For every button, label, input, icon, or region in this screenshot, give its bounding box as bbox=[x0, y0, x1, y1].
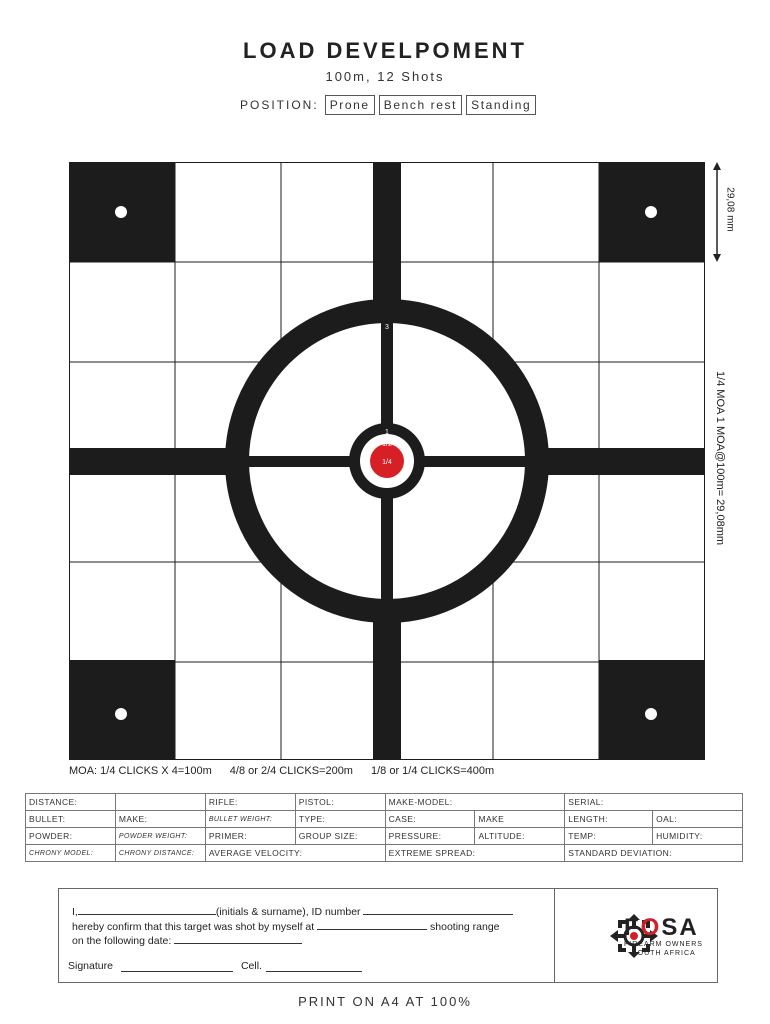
corner-dot-top-right bbox=[645, 206, 657, 218]
table-row bbox=[26, 828, 743, 845]
dimension-label-moa: 1/4 MOA 1 MOA@100m= 29,08mm bbox=[714, 370, 726, 546]
field-pistol[interactable]: PISTOL: bbox=[295, 794, 385, 811]
table-row bbox=[26, 811, 743, 828]
position-option-bench-rest[interactable]: Bench rest bbox=[379, 95, 462, 115]
name-input-line[interactable] bbox=[78, 905, 216, 915]
field-bullet-make[interactable]: MAKE: bbox=[115, 811, 205, 828]
target-graphic bbox=[69, 162, 705, 760]
position-label: POSITION: bbox=[240, 98, 319, 112]
position-selector bbox=[240, 94, 540, 116]
field-bullet-type[interactable]: TYPE: bbox=[295, 811, 385, 828]
field-distance-value[interactable] bbox=[115, 794, 205, 811]
confirmation-divider bbox=[554, 888, 555, 983]
field-serial[interactable]: SERIAL: bbox=[565, 794, 743, 811]
field-temp[interactable]: TEMP: bbox=[565, 828, 653, 845]
field-case-make[interactable]: MAKE bbox=[475, 811, 565, 828]
corner-dot-top-left bbox=[115, 206, 127, 218]
logo-subtitle-2: SOUTH AFRICA bbox=[632, 950, 696, 957]
field-chrony-model[interactable]: CHRONY MODEL: bbox=[26, 845, 116, 862]
signature-row: Signature Cell. bbox=[68, 960, 362, 972]
logo-wordmark: FOSA bbox=[624, 914, 699, 941]
field-pressure[interactable]: PRESSURE: bbox=[385, 828, 475, 845]
ring-label-quarter: 1/4 bbox=[382, 459, 392, 466]
field-standard-deviation[interactable]: STANDARD DEVIATION: bbox=[565, 845, 743, 862]
field-case[interactable]: CASE: bbox=[385, 811, 475, 828]
cell-input-line[interactable] bbox=[266, 962, 362, 972]
field-powder[interactable]: POWDER: bbox=[26, 828, 116, 845]
date-input-line[interactable] bbox=[174, 934, 302, 944]
field-primer[interactable]: PRIMER: bbox=[205, 828, 295, 845]
moa-item-100m: MOA: 1/4 CLICKS X 4=100m bbox=[69, 765, 212, 777]
field-altitude[interactable]: ALTITUDE: bbox=[475, 828, 565, 845]
signature-input-line[interactable] bbox=[121, 962, 233, 972]
field-rifle[interactable]: RIFLE: bbox=[205, 794, 295, 811]
field-bullet-weight[interactable]: BULLET WEIGHT: bbox=[205, 811, 295, 828]
id-number-input-line[interactable] bbox=[363, 905, 513, 915]
ring-label-half: 1/2 bbox=[382, 441, 392, 448]
moa-item-200m: 4/8 or 2/4 CLICKS=200m bbox=[229, 765, 353, 777]
field-length[interactable]: LENGTH: bbox=[565, 811, 653, 828]
load-data-table bbox=[25, 793, 743, 862]
moa-clicks-info bbox=[69, 765, 494, 777]
field-oal[interactable]: OAL: bbox=[653, 811, 743, 828]
confirmation-line-3: on the following date: bbox=[72, 934, 513, 949]
position-option-prone[interactable]: Prone bbox=[325, 95, 375, 115]
position-option-standing[interactable]: Standing bbox=[466, 95, 536, 115]
field-bullet[interactable]: BULLET: bbox=[26, 811, 116, 828]
print-instructions: PRINT ON A4 AT 100% bbox=[298, 994, 472, 1009]
field-make-model[interactable]: MAKE-MODEL: bbox=[385, 794, 565, 811]
shooting-range-input-line[interactable] bbox=[317, 920, 427, 930]
confirmation-line-1: I, (initials & surname), ID number bbox=[72, 905, 513, 920]
ring-label-1: 1 bbox=[385, 429, 389, 436]
field-humidity[interactable]: HUMIDITY: bbox=[653, 828, 743, 845]
ring-label-3: 3 bbox=[385, 324, 389, 331]
logo-subtitle-1: FIREARM OWNERS bbox=[624, 941, 703, 948]
corner-dot-bottom-left bbox=[115, 708, 127, 720]
corner-dot-bottom-right bbox=[645, 708, 657, 720]
field-average-velocity[interactable]: AVERAGE VELOCITY: bbox=[205, 845, 385, 862]
field-group-size[interactable]: GROUP SIZE: bbox=[295, 828, 385, 845]
table-row bbox=[26, 845, 743, 862]
shooting-target bbox=[69, 162, 705, 760]
confirmation-statement bbox=[72, 905, 513, 949]
dimension-label-square: 29,08 mm bbox=[724, 187, 736, 232]
page-title: LOAD DEVELPOMENT bbox=[243, 38, 527, 63]
table-row bbox=[26, 794, 743, 811]
page-subtitle: 100m, 12 Shots bbox=[325, 69, 445, 84]
field-extreme-spread[interactable]: EXTREME SPREAD: bbox=[385, 845, 565, 862]
dimension-arrow-icon bbox=[710, 162, 724, 262]
field-distance[interactable]: DISTANCE: bbox=[26, 794, 116, 811]
field-chrony-distance[interactable]: CHRONY DISTANCE: bbox=[115, 845, 205, 862]
moa-item-400m: 1/8 or 1/4 CLICKS=400m bbox=[370, 765, 495, 777]
confirmation-line-2: hereby confirm that this target was shot by myself at shooting range bbox=[72, 920, 500, 933]
field-powder-weight[interactable]: POWDER WEIGHT: bbox=[115, 828, 205, 845]
